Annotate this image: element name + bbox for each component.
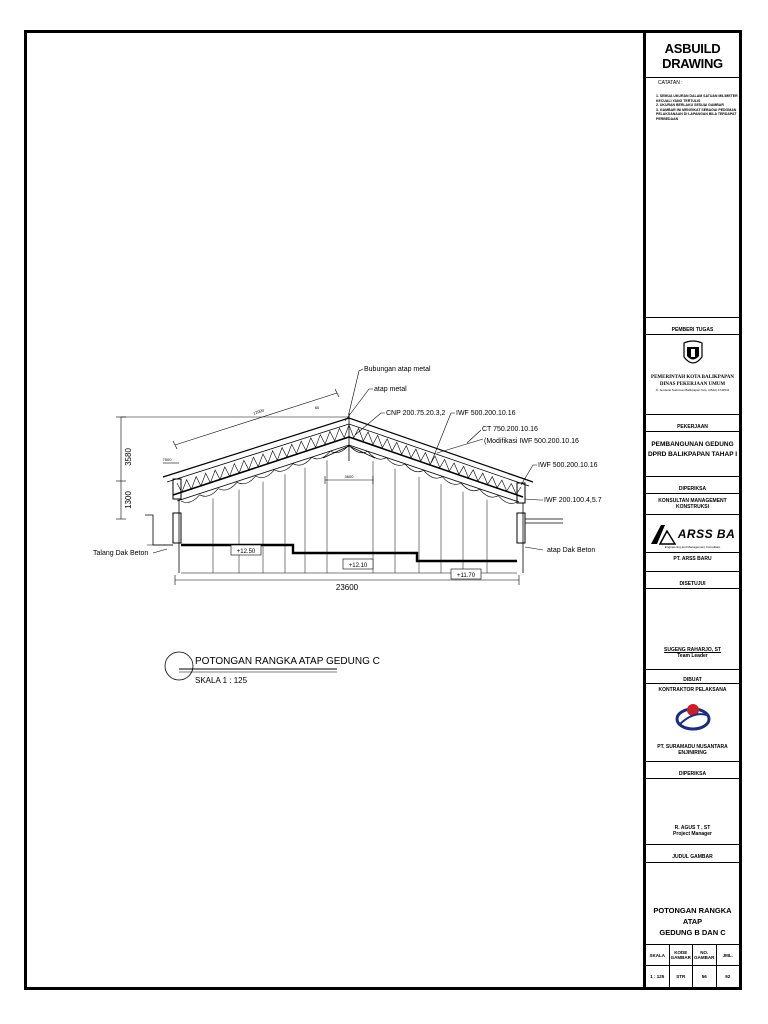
callout-gutter-left: Talang Dak Beton [93,550,149,557]
dim-rafter-length: 12000 [252,407,265,416]
section-scale: SKALA 1 : 125 [195,676,248,685]
dim-eave-height: 1300 [124,491,133,509]
value-jml: 92 [725,973,731,979]
approver-name: SUGENG RAHARJO, ST [664,647,721,653]
project-row [646,432,739,477]
judul-label: JUDUL GAMBAR [672,854,713,860]
note-2: 2. UKURAN BERLAKU SESUAI GAMBAR [656,103,724,107]
dimension-labels [124,405,359,592]
callout-purlin: CNP 200.75.20.3,2 [386,410,446,417]
header-no-gambar: NO. GAMBAR [693,945,717,965]
drawing-area [27,33,643,987]
callout-iwf-right: IWF 500.200.10.16 [538,462,598,469]
gutters [145,515,563,545]
info-table-values [646,965,739,987]
section-title-block [165,652,380,685]
value-no-gambar: 56 [693,965,717,987]
approver-role: Team Leader [677,653,708,659]
callout-roof-metal: atap metal [374,386,407,393]
notes-list [646,86,739,121]
level-right-text: +11.70 [456,573,476,579]
diperiksa-label: DIPERIKSA [678,486,707,492]
callout-gutter-right: atap Dak Beton [547,547,596,554]
checker-role: Project Manager [673,831,712,837]
drawing-sheet [24,30,742,990]
dim-total-height: 3580 [124,448,133,466]
roof-outline [163,418,533,502]
government-row [646,335,739,415]
gov-line2: DINAS PEKERJAAN UMUM [659,382,726,387]
sheet-title: ASBUILD DRAWING [662,41,723,71]
pemberi-tugas-label: PEMBERI TUGAS [671,327,714,333]
approver-row [646,589,739,670]
dim-center-span: 3600 [344,474,354,479]
disetujui-row [646,572,739,589]
drawing-title-row [646,863,739,945]
dibuat-label: DIBUAT [683,677,702,683]
level-left-text: +12.50 [236,549,256,555]
diperiksa2-row [646,762,739,779]
roof-section-drawing [27,33,643,987]
checker-name: R. AGUS T , ST [674,825,711,831]
pekerjaan-label: PEKERJAAN [677,424,708,430]
callout-ridge-cap: Bubungan atap metal [364,366,431,373]
callout-iwf-small: IWF 200.100.4,5.7 [544,497,602,504]
pemberi-tugas-row [646,318,739,335]
diperiksa2-label: DIPERIKSA [678,771,707,777]
contractor-row [646,684,739,762]
judul-row [646,845,739,863]
dimension-lines [116,389,519,585]
project-line1: PEMBANGUNAN GEDUNG [651,441,734,448]
note-1: 1. SEMUA UKURAN DALAM SATUAN MILIMETER KECUALI YANG TERTULIS [656,94,738,103]
pekerjaan-row [646,415,739,432]
gov-address: Jl. Jenderal Sudirman Balikpapan Telp. (0542) 4744541 [655,388,730,392]
info-table-header [646,945,739,966]
dim-eave-left: 7500 [162,457,172,462]
drawing-title-line2: GEDUNG B DAN C [659,928,726,937]
diperiksa-row [646,477,739,494]
project-line2: DPRD BALIKPAPAN TAHAP I [647,451,738,458]
catatan-label: CATATAN : [658,80,683,86]
consultant-logo-text: ARSS BA [677,527,736,541]
header-kode-gambar: KODE GAMBAR [670,945,694,965]
callout-ct: CT 750.200.10.16 [482,426,538,433]
note-3: 3. GAMBAR INI MENGIKAT SEBAGAI PEDOMAN PELAKSANAAN DI LAPANGAN BILA TERDAPAT PERBEDAAN [656,107,737,121]
ridge-detail [323,413,375,461]
section-marker-circle [165,652,193,680]
contractor-name: PT. SURAMADU NUSANTARA ENJINIRING [657,744,728,756]
disetujui-label: DISETUJUI [679,581,706,587]
checker-row [646,779,739,845]
konsultan-label: KONSULTAN MANAGEMENT KONSTRUKSI [658,498,727,510]
value-skala: 1 : 125 [646,965,670,987]
consultant-row [646,494,739,572]
consultant-logo-icon [650,523,676,545]
contractor-logo-icon [675,699,711,735]
section-title: POTONGAN RANGKA ATAP GEDUNG C [195,656,380,667]
kontraktor-label: KONTRAKTOR PELAKSANA [658,687,727,693]
city-emblem-icon [681,339,705,369]
header-skala: SKALA [646,945,670,965]
value-kode-gambar: STR [670,965,694,987]
callout-iwf-main: IWF 500.200.10.16 [456,410,516,417]
dim-ridge: 60 [314,405,320,410]
drawing-title-line1: POTONGAN RANGKA ATAP [653,906,732,926]
title-block [643,33,739,987]
level-center-text: +12.10 [348,563,368,569]
consultant-name: PT. ARSS BARU [673,556,712,562]
consultant-logo [646,523,739,545]
gov-line1: PEMERINTAH KOTA BALIKPAPAN [651,375,734,380]
header-jml: JML. [722,952,733,958]
dim-total-width: 23600 [335,583,359,592]
callout-iwf-mod: (Modifikasi IWF 500.200.10.16 [484,438,579,445]
consultant-tagline: Engineering and Management Consultant [664,545,721,549]
title-header-area [646,33,739,318]
dibuat-row [646,670,739,684]
